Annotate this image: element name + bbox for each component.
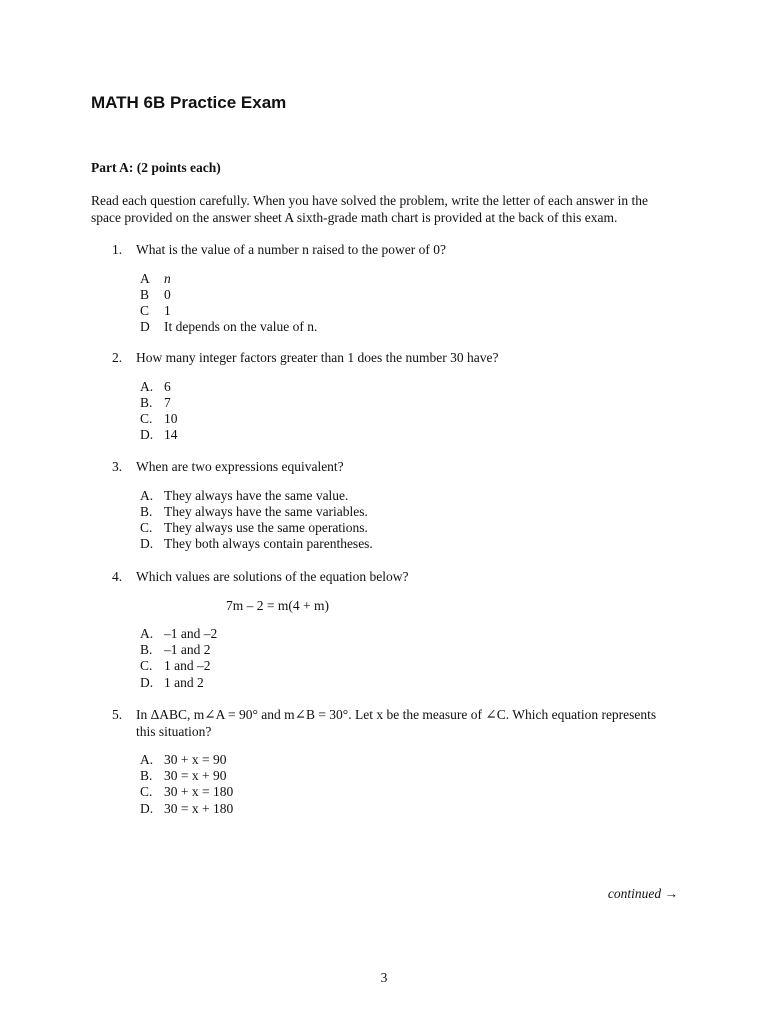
option-letter: A. [140,752,154,767]
option-letter: B. [140,394,153,410]
option-text: –1 and –2 [164,626,218,641]
option-text: It depends on the value of n. [164,319,318,335]
option-text: 1 and 2 [164,674,204,690]
option-text: 0 [164,286,171,302]
option-text: 7 [164,394,171,410]
option-letter: B. [140,642,153,658]
question-text: Which values are solutions of the equation below? [136,569,409,584]
option-text: 14 [164,427,178,443]
option-b [140,768,672,784]
option-c [140,303,672,319]
option-text: n [164,270,171,286]
instructions-paragraph: Read each question carefully. When you have solved the problem, write the letter of each answer in the space provided on the answer sheet A sixth-grade math chart is provided at the back of this exam. [91,193,649,225]
option-d [140,536,672,552]
option-text: 30 + x = 180 [164,784,234,800]
option-a [140,626,672,642]
option-text: –1 and 2 [164,642,211,658]
option-text: 10 [164,410,178,426]
question-number: 2. [112,350,123,365]
continued-note: continued → [607,886,678,901]
option-letter: B. [140,503,153,519]
option-c [140,784,672,800]
question-number: 1. [112,242,123,257]
option-letter: D. [140,674,154,690]
option-letter: C. [140,658,153,674]
option-c [140,520,672,536]
question-4 [112,569,672,691]
option-text: 30 + x = 90 [164,752,227,767]
option-d [140,427,672,443]
option-letter: A. [140,378,154,394]
answer-options [140,488,672,553]
option-d [140,675,672,691]
question-number: 3. [112,459,123,474]
option-letter: C [140,302,150,318]
option-letter: C. [140,519,153,535]
option-text: They always have the same variables. [164,503,368,519]
question-text: How many integer factors greater than 1 does the number 30 have? [136,350,499,365]
option-text: They always have the same value. [164,487,349,503]
answer-options [140,752,672,817]
option-text: 30 = x + 90 [164,768,227,784]
option-a [140,379,672,395]
option-letter: A [140,270,150,286]
option-letter: D. [140,536,154,552]
question-1 [112,242,672,335]
page-number: 3 [380,970,388,985]
equation: 7m – 2 = m(4 + m) [226,597,329,613]
option-b [140,642,672,658]
option-letter: C. [140,410,153,426]
option-text: They always use the same operations. [164,519,368,535]
option-letter: D [140,319,150,335]
question-text: In ΔABC, m∠A = 90° and m∠B = 30°. Let x be the measure of ∠C. Which equation represents this situation? [136,707,657,739]
question-2 [112,350,672,443]
answer-options [140,626,672,691]
option-letter: D. [140,427,154,443]
option-text: 30 = x + 180 [164,800,234,816]
question-text: When are two expressions equivalent? [136,459,344,474]
option-d [140,319,672,335]
question-5 [112,707,672,817]
option-b [140,395,672,411]
option-b [140,287,672,303]
part-heading: Part A: (2 points each) [91,160,221,175]
option-letter: A. [140,487,154,503]
option-b [140,504,672,520]
option-d [140,801,672,817]
answer-options [140,379,672,444]
option-letter: B. [140,768,153,784]
option-letter: B [140,286,150,302]
option-letter: D. [140,800,154,816]
page-title: MATH 6B Practice Exam [91,93,287,112]
option-text: 6 [164,378,171,394]
question-3 [112,459,672,552]
question-number: 4. [112,569,123,584]
answer-options [140,271,672,336]
option-c [140,411,672,427]
option-a [140,488,672,504]
option-letter: C. [140,784,153,800]
option-text: 1 and –2 [164,658,211,674]
option-letter: A. [140,626,154,641]
option-a [140,752,672,768]
option-text: 1 [164,302,171,318]
option-c [140,658,672,674]
option-text: They both always contain parentheses. [164,536,373,552]
option-a [140,271,672,287]
question-number: 5. [112,707,123,722]
question-text: What is the value of a number n raised to the power of 0? [136,242,447,257]
